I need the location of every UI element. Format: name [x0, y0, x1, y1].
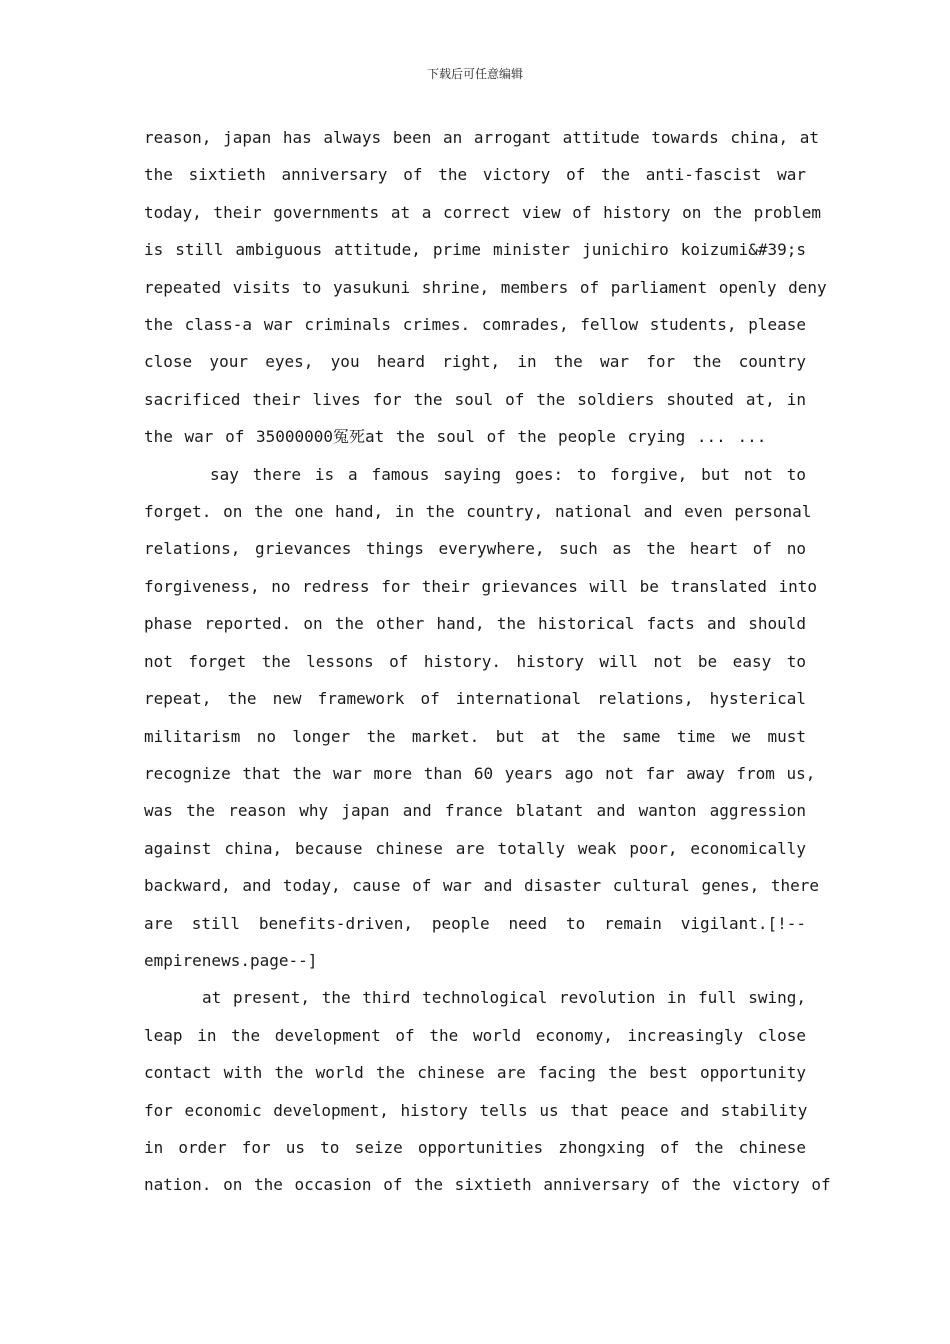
text-line: backward, and today, cause of war and disaster cultural genes, there [144, 876, 820, 896]
paragraph-2 [144, 456, 820, 980]
text-line: are still benefits-driven, people need to remain vigilant.[!-- [144, 913, 806, 933]
text-line: today, their governments at a correct view of history on the problem [144, 202, 822, 222]
text-line: is still ambiguous attitude, prime minister junichiro koizumi&#39;s [144, 240, 806, 260]
text-line: phase reported. on the other hand, the historical facts and should [144, 614, 806, 634]
text-line: in order for us to seize opportunities zhongxing of the chinese [144, 1137, 806, 1157]
text-line: militarism no longer the market. but at the same time we must [144, 726, 806, 746]
text-line: recognize that the war more than 60 years ago not far away from us, [144, 763, 816, 783]
text-line: leap in the development of the world economy, increasingly close [144, 1025, 806, 1045]
text-line: for economic development, history tells us that peace and stability [144, 1100, 808, 1120]
paragraph-1 [144, 119, 827, 456]
text-line: relations, grievances things everywhere, such as the heart of no [144, 539, 806, 559]
text-line: at present, the third technological revolution in full swing, [202, 988, 806, 1008]
text-line: close your eyes, you heard right, in the war for the country [144, 352, 806, 372]
text-line: repeated visits to yasukuni shrine, members of parliament openly deny [144, 277, 827, 297]
paragraph-3 [144, 979, 831, 1203]
text-line: reason, japan has always been an arrogant attitude towards china, at [144, 128, 820, 147]
text-line: the sixtieth anniversary of the victory of the anti-fascist war [144, 165, 806, 185]
text-line: against china, because chinese are totally weak poor, economically [144, 838, 806, 858]
text-line: was the reason why japan and france blatant and wanton aggression [144, 801, 806, 821]
text-line: the class-a war criminals crimes. comrades, fellow students, please [144, 315, 806, 335]
text-line: nation. on the occasion of the sixtieth anniversary of the victory of [144, 1175, 831, 1195]
text-line: sacrificed their lives for the soul of the soldiers shouted at, in [144, 389, 806, 409]
document-body [144, 119, 831, 1204]
text-line: repeat, the new framework of international relations, hysterical [144, 689, 806, 709]
text-line: forgiveness, no redress for their grievances will be translated into [144, 576, 818, 596]
page-header: 下载后可任意编辑 [426, 67, 523, 81]
text-line: empirenews.page--] [144, 950, 318, 970]
text-line: contact with the world the chinese are facing the best opportunity [144, 1063, 806, 1083]
text-line: forget. on the one hand, in the country, national and even personal [144, 502, 812, 522]
text-line: say there is a famous saying goes: to forgive, but not to [210, 464, 806, 484]
text-line: not forget the lessons of history. history will not be easy to [144, 651, 806, 671]
text-line: the war of 35000000冤死at the soul of the people crying ... ... [144, 427, 767, 447]
